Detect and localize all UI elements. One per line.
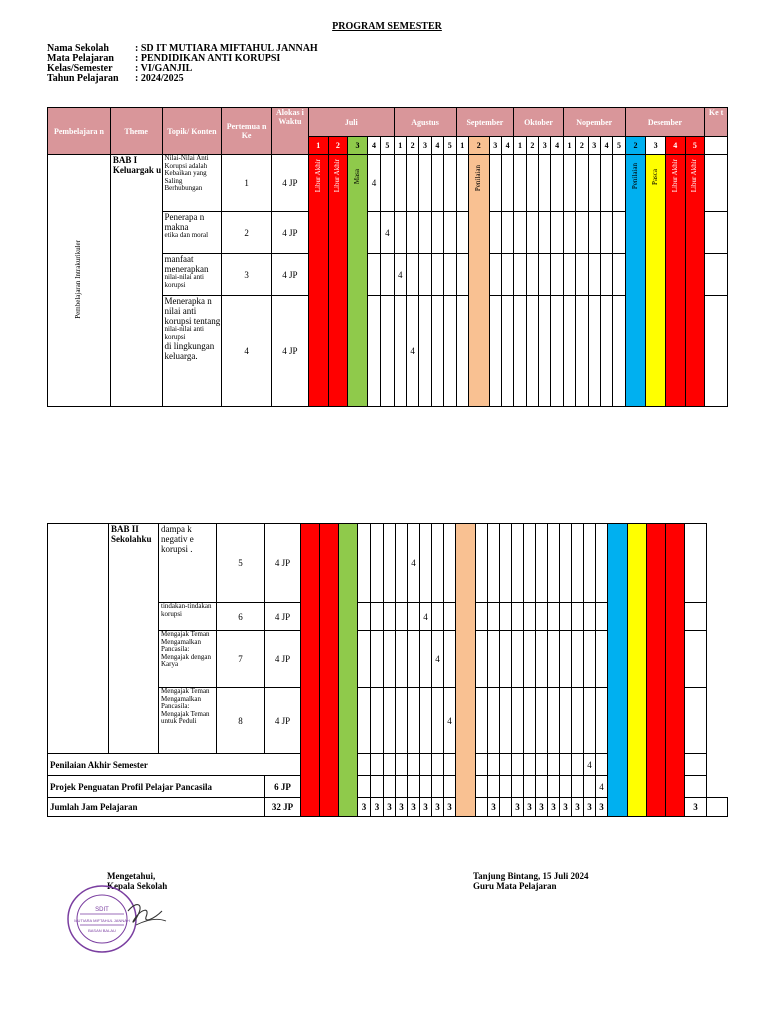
pasca-label: Pasca bbox=[651, 169, 660, 185]
week-cell: 3 bbox=[489, 137, 501, 155]
jumlah-week: 3 bbox=[396, 798, 408, 817]
sign-left-line2: Kepala Sekolah bbox=[107, 881, 168, 891]
week-cell: 1 bbox=[394, 137, 406, 155]
jumlah-week: 3 bbox=[685, 798, 707, 817]
week-cell: 1 bbox=[563, 137, 575, 155]
p5-jp: 6 JP bbox=[265, 776, 301, 798]
penilaian-des-column bbox=[625, 155, 646, 407]
school-info bbox=[47, 44, 318, 84]
week-cell: 4 bbox=[665, 137, 685, 155]
penilaian-des-column bbox=[608, 524, 628, 817]
info-value: : 2024/2025 bbox=[135, 73, 184, 84]
jumlah-jp: 32 JP bbox=[265, 798, 301, 817]
libur-column bbox=[301, 524, 320, 817]
pembelajaran-label: Pembelajaran Intrakurikuler bbox=[74, 240, 83, 319]
week-cell: 4 bbox=[600, 137, 612, 155]
semester-table-2 bbox=[47, 523, 728, 817]
mark-cell: 4 bbox=[420, 603, 432, 631]
libur-column bbox=[320, 524, 339, 817]
header-month-agustus: Agustus bbox=[394, 108, 456, 137]
week-cell: 3 bbox=[646, 137, 666, 155]
sign-right-line1: Tanjung Bintang, 15 Juli 2024 bbox=[473, 871, 589, 881]
theme-cell: BAB II Sekolahku bbox=[109, 524, 159, 754]
week-cell: 3 bbox=[348, 137, 368, 155]
penilaian-sep-column bbox=[456, 524, 476, 817]
topik-main: Menerapka n nilai anti korupsi tentang bbox=[164, 296, 221, 326]
jumlah-week: 3 bbox=[560, 798, 572, 817]
topik-cell bbox=[162, 254, 222, 296]
jumlah-week: 3 bbox=[488, 798, 500, 817]
stamp-text-middle: MUTIARA MIFTAHUL JANNAH bbox=[74, 918, 130, 923]
penilaian-sep-column bbox=[468, 155, 489, 407]
week-cell: 3 bbox=[588, 137, 600, 155]
header-month-nopember: Nopember bbox=[563, 108, 625, 137]
week-cell: 4 bbox=[501, 137, 513, 155]
week-cell: 5 bbox=[444, 137, 456, 155]
jumlah-week: 3 bbox=[432, 798, 444, 817]
mark-cell: 4 bbox=[432, 631, 444, 688]
week-cell: 1 bbox=[514, 137, 526, 155]
week-cell: 5 bbox=[381, 137, 394, 155]
jp-cell: 4 JP bbox=[271, 296, 308, 407]
libur-column bbox=[665, 155, 685, 407]
topik-main-2: di lingkungan keluarga. bbox=[164, 341, 215, 361]
masa-column bbox=[339, 524, 358, 817]
week-cell: 2 bbox=[576, 137, 588, 155]
week-cell: 4 bbox=[367, 137, 380, 155]
week-cell: 2 bbox=[328, 137, 348, 155]
info-value: : SD IT MUTIARA MIFTAHUL JANNAH bbox=[135, 43, 318, 54]
pertemuan-cell: 6 bbox=[217, 603, 265, 631]
info-label: Nama Sekolah bbox=[47, 43, 109, 54]
week-cell: 3 bbox=[539, 137, 551, 155]
topik-main: manfaat menerapkan bbox=[164, 254, 209, 274]
info-label: Kelas/Semester bbox=[47, 63, 113, 74]
jumlah-week: 3 bbox=[524, 798, 536, 817]
jumlah-week: 3 bbox=[584, 798, 596, 817]
jp-cell: 4 JP bbox=[265, 603, 301, 631]
header-month-oktober: Oktober bbox=[514, 108, 564, 137]
jp-cell: 4 JP bbox=[271, 254, 308, 296]
jumlah-week: 3 bbox=[408, 798, 420, 817]
header-pertemuan: Pertemua n Ke bbox=[222, 108, 272, 155]
pertemuan-cell: 5 bbox=[217, 524, 265, 603]
jumlah-week: 3 bbox=[596, 798, 608, 817]
mark-cell: 4 bbox=[394, 254, 406, 296]
info-value: : VI/GANJIL bbox=[135, 63, 193, 74]
mark-cell: 4 bbox=[406, 296, 418, 407]
info-row-year bbox=[47, 74, 318, 84]
masa-label: Masa bbox=[352, 169, 361, 185]
libur-label: Libur Akhir bbox=[690, 159, 699, 193]
jumlah-label: Jumlah Jam Pelajaran bbox=[48, 798, 265, 817]
info-value: : PENDIDIKAN ANTI KORUPSI bbox=[135, 53, 281, 64]
week-cell: 2 bbox=[625, 137, 646, 155]
pertemuan-cell: 8 bbox=[217, 688, 265, 754]
penilaian-label: Penilaian bbox=[474, 165, 483, 192]
libur-column bbox=[308, 155, 328, 407]
pertemuan-cell: 1 bbox=[222, 155, 272, 212]
header-alokasi: Alokas i Waktu bbox=[271, 108, 308, 155]
libur-label: Libur Akhir bbox=[313, 159, 322, 193]
libur-column bbox=[685, 155, 705, 407]
mark-cell: 4 bbox=[596, 776, 608, 798]
week-cell: 5 bbox=[613, 137, 625, 155]
week-cell: 2 bbox=[406, 137, 418, 155]
jumlah-week: 3 bbox=[548, 798, 560, 817]
pasca-column bbox=[628, 524, 647, 817]
jp-cell: 4 JP bbox=[265, 631, 301, 688]
jumlah-week: 3 bbox=[358, 798, 371, 817]
pasca-column bbox=[646, 155, 666, 407]
topik-sub: etika dan moral bbox=[164, 231, 209, 239]
stamp-text-bottom: BASAN BALAU bbox=[88, 928, 116, 933]
topik-cell: Nilai-Nilai Anti Korupsi adalah Kebaikan yang Saling Berhubungan bbox=[162, 155, 222, 212]
mark-cell: 4 bbox=[367, 155, 380, 212]
topik-cell bbox=[162, 296, 222, 407]
libur-label: Libur Akhir bbox=[333, 159, 342, 193]
jumlah-week: 3 bbox=[420, 798, 432, 817]
info-label: Mata Pelajaran bbox=[47, 53, 114, 64]
week-cell: 4 bbox=[551, 137, 563, 155]
pertemuan-cell: 2 bbox=[222, 212, 272, 254]
week-cell: 5 bbox=[685, 137, 705, 155]
school-stamp-icon bbox=[66, 881, 176, 961]
sign-left-line1: Mengetahui, bbox=[107, 871, 156, 881]
topik-sub: nilai-nilai anti korupsi bbox=[164, 325, 204, 341]
pembelajaran-cell bbox=[48, 524, 109, 754]
week-cell: 4 bbox=[431, 137, 443, 155]
jp-cell: 4 JP bbox=[271, 155, 308, 212]
topik-main: Penerapa n makna bbox=[164, 212, 205, 232]
header-ket: Ke t bbox=[705, 108, 728, 137]
libur-column bbox=[647, 524, 666, 817]
header-month-september: September bbox=[456, 108, 514, 137]
mark-cell: 4 bbox=[381, 212, 394, 254]
week-cell: 2 bbox=[526, 137, 538, 155]
topik-cell: Mengajak Teman Mengamalkan Pancasila: Mengajak Teman untuk Peduli bbox=[159, 688, 217, 754]
mark-cell: 4 bbox=[444, 688, 456, 754]
libur-label: Libur Akhir bbox=[670, 159, 679, 193]
topik-sub: nilai-nilai anti korupsi bbox=[164, 273, 204, 289]
week-cell-empty bbox=[705, 137, 728, 155]
pertemuan-cell: 3 bbox=[222, 254, 272, 296]
jumlah-week: 3 bbox=[384, 798, 396, 817]
header-month-desember: Desember bbox=[625, 108, 704, 137]
week-cell: 3 bbox=[419, 137, 431, 155]
header-month-juli: Juli bbox=[308, 108, 394, 137]
penilaian-label: Penilaian bbox=[631, 163, 640, 190]
jumlah-week: 3 bbox=[444, 798, 456, 817]
stamp-text-top: SDIT bbox=[95, 907, 109, 913]
jumlah-week: 3 bbox=[572, 798, 584, 817]
masa-column bbox=[348, 155, 368, 407]
header-topik: Topik/ Konten bbox=[162, 108, 222, 155]
libur-column bbox=[666, 524, 685, 817]
sign-right-line2: Guru Mata Pelajaran bbox=[473, 881, 557, 891]
pertemuan-cell: 7 bbox=[217, 631, 265, 688]
jp-cell: 4 JP bbox=[271, 212, 308, 254]
week-cell: 1 bbox=[456, 137, 468, 155]
header-pembelajaran: Pembelajara n bbox=[48, 108, 111, 155]
jumlah-week: 3 bbox=[536, 798, 548, 817]
pertemuan-cell: 4 bbox=[222, 296, 272, 407]
signature-right bbox=[473, 871, 588, 891]
header-theme: Theme bbox=[110, 108, 162, 155]
topik-cell: Mengajak Teman Mengamalkan Pancasila: Mengajak dengan Karya bbox=[159, 631, 217, 688]
jumlah-week: 3 bbox=[512, 798, 524, 817]
topik-cell bbox=[162, 212, 222, 254]
theme-cell: BAB I Keluargak u bbox=[110, 155, 162, 407]
pembelajaran-cell bbox=[48, 155, 111, 407]
libur-column bbox=[328, 155, 348, 407]
jumlah-week: 3 bbox=[371, 798, 384, 817]
week-cell: 1 bbox=[308, 137, 328, 155]
topik-cell: tindakan-tindakan korupsi bbox=[159, 603, 217, 631]
week-cell: 2 bbox=[468, 137, 489, 155]
jp-cell: 4 JP bbox=[265, 524, 301, 603]
jp-cell: 4 JP bbox=[265, 688, 301, 754]
topik-cell: dampa k negativ e korupsi . bbox=[159, 524, 217, 603]
p5-label: Projek Penguatan Profil Pelajar Pancasila bbox=[48, 776, 265, 798]
pas-label: Penilaian Akhir Semester bbox=[48, 754, 301, 776]
mark-cell: 4 bbox=[584, 754, 596, 776]
mark-cell: 4 bbox=[408, 524, 420, 603]
page-title: PROGRAM SEMESTER bbox=[332, 21, 442, 32]
info-label: Tahun Pelajaran bbox=[47, 73, 119, 84]
semester-table-1 bbox=[47, 107, 728, 407]
